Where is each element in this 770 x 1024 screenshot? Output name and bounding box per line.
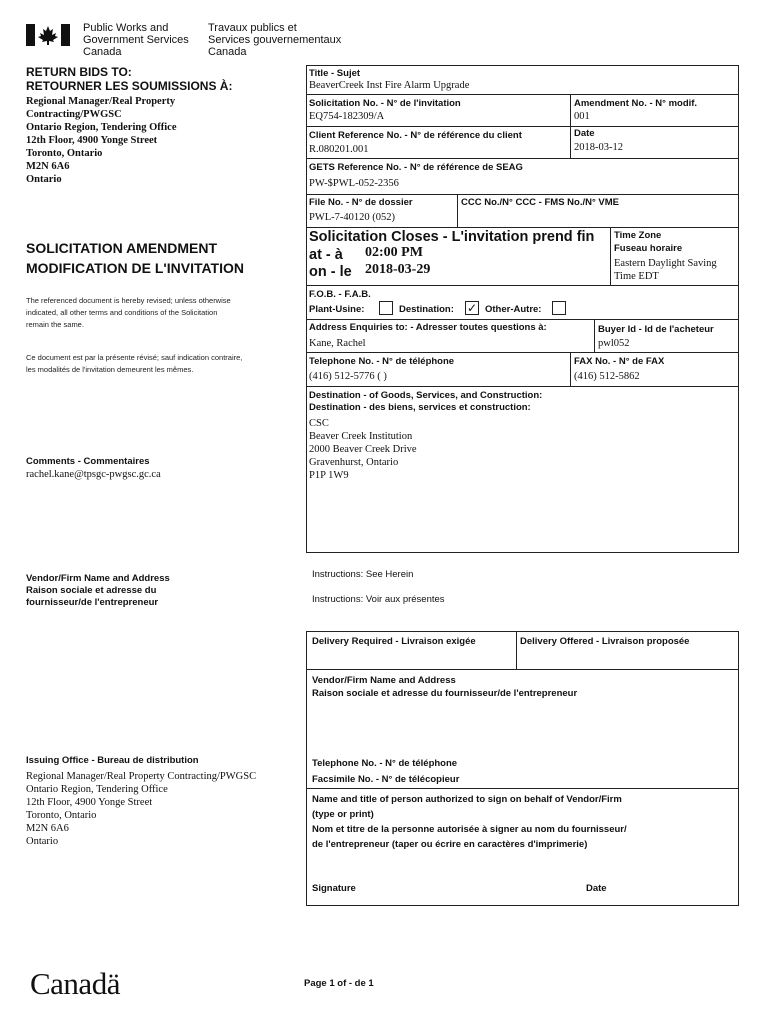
instructions-fr: Instructions: Voir aux présentes [312,594,445,605]
return-bids-address [26,95,177,186]
amendment-note-en-line: indicated, all other terms and conditions of the Solicitation [26,308,218,317]
file-no-label: File No. - N° de dossier [309,197,413,208]
title-value: BeaverCreek Inst Fire Alarm Upgrade [309,80,470,91]
amendment-note-fr [26,352,242,376]
instructions-en: Instructions: See Herein [312,569,414,580]
plant-usine-checkbox[interactable] [379,301,393,315]
dest-label-line: Destination - des biens, services et construction: [309,402,531,413]
issuing-office-address-line: Regional Manager/Real Property Contracting/PWGSC [26,771,257,782]
vendor-telephone-label[interactable]: Telephone No. - N° de téléphone [312,758,458,769]
dest-label-line: Destination - of Goods, Services, and Construction: [309,390,543,401]
amendment-note-fr-line: Ce document est par la présente révisé; sauf indication contraire, [26,353,243,362]
closes-on-label: on - le [309,264,352,280]
department-name-en [83,22,189,58]
return-bids-address-line: 12th Floor, 4900 Yonge Street [26,135,158,146]
issuing-office-address [26,770,256,848]
dept-en-line: Public Works and [83,22,169,34]
dept-fr-line: Travaux publics et [208,22,297,34]
issuing-office-address-line: 12th Floor, 4900 Yonge Street [26,797,153,808]
time-zone-value [614,257,717,283]
destination-checkbox[interactable]: ✓ [466,301,478,315]
issuing-office-address-line: Toronto, Ontario [26,810,97,821]
address-enquiries-value: Kane, Rachel [309,338,366,349]
amendment-note-en [26,295,231,331]
authorized-person-label[interactable] [312,792,627,852]
vendor-firm-label [26,573,170,609]
destination-address-line: 2000 Beaver Creek Drive [309,444,417,455]
return-bids-address-line: Contracting/PWGSC [26,109,122,120]
destination-label: Destination: [399,304,454,315]
buyer-id-label: Buyer Id - Id de l'acheteur [598,324,714,335]
telephone-label: Telephone No. - N° de téléphone [309,356,455,367]
auth-line: Nom et titre de la personne autorisée à signer au nom du fournisseur/ [312,824,627,835]
dept-en-line: Canada [83,46,122,58]
amendment-note-en-line: The referenced document is hereby revised; unless otherwise [26,296,231,305]
client-ref-value: R.080201.001 [309,144,369,155]
amendment-no-label: Amendment No. - N° modif. [574,98,698,109]
tz-value-line: Time EDT [614,271,659,282]
amendment-no-value: 001 [574,111,590,122]
return-bids-address-line: Ontario Region, Tendering Office [26,122,177,133]
auth-line: de l'entrepreneur (taper ou écrire en caractères d'imprimerie) [312,839,588,850]
issuing-office-address-line: Ontario [26,836,59,847]
department-name-fr [208,22,341,58]
destination-address-line: Gravenhurst, Ontario [309,457,399,468]
return-bids-title-fr: RETOURNER LES SOUMISSIONS À: [26,79,233,93]
canada-wordmark: Canadä [30,966,120,1001]
date-label: Date [574,128,595,139]
client-ref-label: Client Reference No. - N° de référence du client [309,130,522,141]
delivery-required-label: Delivery Required - Livraison exigée [312,636,476,647]
destination-address [309,417,417,482]
issuing-office-address-line: M2N 6A6 [26,823,69,834]
vendor-label-line: fournisseur/de l'entrepreneur [26,597,159,608]
vendor-label-line: Raison sociale et adresse du [26,585,157,596]
closes-at-value: 02:00 PM [365,245,423,260]
auth-line: (type or print) [312,809,374,820]
vendor-firm-field-label[interactable] [312,674,577,700]
dept-en-line: Government Services [83,34,189,46]
vendor-facsimile-label[interactable]: Facsimile No. - N° de télécopieur [312,774,460,785]
return-bids-address-line: Toronto, Ontario [26,148,103,159]
return-bids-address-line: M2N 6A6 [26,161,70,172]
plant-usine-label: Plant-Usine: [309,304,365,315]
amendment-title-en: SOLICITATION AMENDMENT [26,240,218,256]
return-bids-heading [26,65,232,93]
buyer-id-value: pwl052 [598,338,630,349]
destination-goods-label [309,390,542,414]
gets-ref-value: PW-$PWL-052-2356 [309,178,399,189]
other-autre-label: Other-Autre: [485,304,542,315]
title-label: Title - Sujet [309,68,361,79]
fob-label: F.O.B. - F.A.B. [309,289,371,300]
comments-label: Comments - Commentaires [26,456,150,467]
delivery-offered-label[interactable]: Delivery Offered - Livraison proposée [520,636,690,647]
destination-address-line: CSC [309,418,329,429]
return-bids-address-line: Regional Manager/Real Property [26,96,176,107]
fax-label: FAX No. - N° de FAX [574,356,665,367]
auth-line: Name and title of person authorized to sign on behalf of Vendor/Firm [312,794,622,805]
amendment-note-en-line: remain the same. [26,320,84,329]
fax-value: (416) 512-5862 [574,371,640,382]
tz-label-line: Time Zone [614,230,662,241]
file-no-value: PWL-7-40120 (052) [309,212,396,223]
closes-at-label: at - à [309,247,343,263]
destination-address-line: P1P 1W9 [309,470,349,481]
issuing-office-address-line: Ontario Region, Tendering Office [26,784,168,795]
government-fip-logo [26,24,70,46]
amendment-title-fr: MODIFICATION DE L'INVITATION [26,260,244,276]
solicitation-no-label: Solicitation No. - N° de l'invitation [309,98,461,109]
page-number: Page 1 of - de 1 [304,978,374,989]
gets-ref-label: GETS Reference No. - N° de référence de SEAG [309,162,523,173]
issuing-office-label: Issuing Office - Bureau de distribution [26,755,199,766]
date-value: 2018-03-12 [574,142,623,153]
signature-date-label[interactable]: Date [586,883,607,894]
vendor-label-line: Vendor/Firm Name and Address [26,573,170,584]
ccc-no-label: CCC No./N° CCC - FMS No./N° VME [461,197,620,208]
other-autre-checkbox[interactable] [552,301,566,315]
tz-value-line: Eastern Daylight Saving [614,258,717,269]
solicitation-closes-label: Solicitation Closes - L'invitation prend fin [309,229,595,245]
solicitation-no-value: EQ754-182309/A [309,111,385,122]
tz-label-line: Fuseau horaire [614,243,683,254]
dept-fr-line: Canada [208,46,247,58]
signature-label[interactable]: Signature [312,883,356,894]
return-bids-title-en: RETURN BIDS TO: [26,65,132,79]
destination-address-line: Beaver Creek Institution [309,431,413,442]
amendment-heading [26,238,244,278]
dept-fr-line: Services gouvernementaux [208,34,342,46]
amendment-note-fr-line: les modalités de l'invitation demeurent les mêmes. [26,365,194,374]
comments-value: rachel.kane@tpsgc-pwgsc.gc.ca [26,469,161,480]
time-zone-label [614,229,682,255]
telephone-value: (416) 512-5776 ( ) [309,371,387,382]
canada-flag-icon [26,24,70,46]
return-bids-address-line: Ontario [26,174,62,185]
vendor-field-line: Vendor/Firm Name and Address [312,675,456,686]
vendor-field-line: Raison sociale et adresse du fournisseur/de l'entrepreneur [312,688,578,699]
address-enquiries-label: Address Enquiries to: - Adresser toutes questions à: [309,322,547,333]
closes-on-value: 2018-03-29 [365,262,431,277]
